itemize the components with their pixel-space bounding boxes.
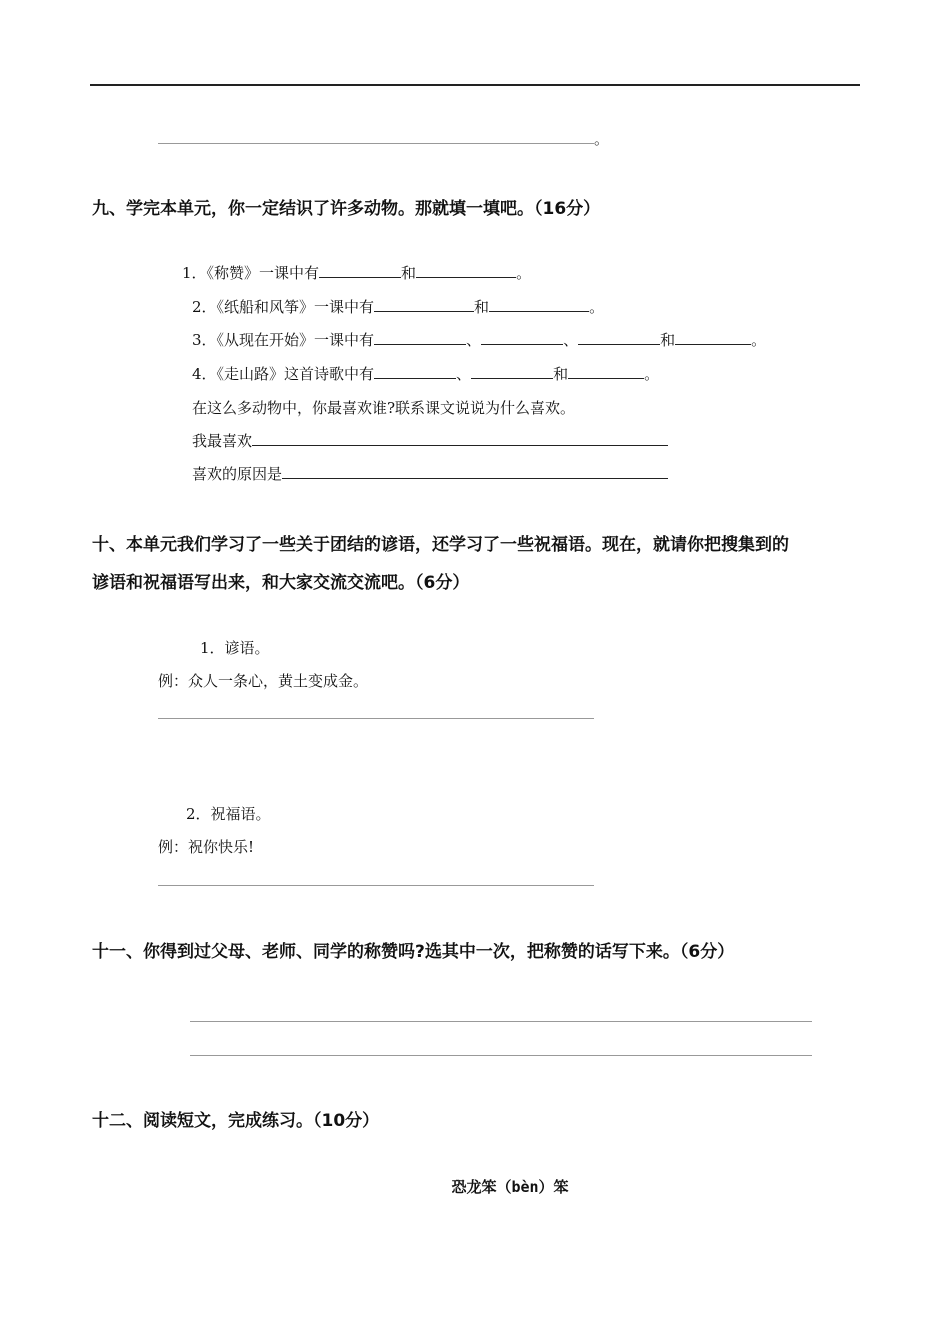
q9-item-3-blank-c[interactable] <box>578 330 660 345</box>
q10-part-1-answer-line[interactable] <box>158 718 594 719</box>
q9-item-1-end: 。 <box>516 264 532 282</box>
q9-item-1-and: 和 <box>401 264 417 282</box>
q9-item-3-blank-d[interactable] <box>675 330 751 345</box>
q9-favorite-label: 我最喜欢 <box>192 432 253 450</box>
q10-part-2-example: 例：祝你快乐! <box>158 838 255 856</box>
q10-heading-line-1: 十、本单元我们学习了一些关于团结的谚语，还学习了一些祝福语。现在，就请你把搜集到的 <box>92 535 789 555</box>
q9-item-3-and: 和 <box>660 331 676 349</box>
q9-item-1-blank-b[interactable] <box>416 263 516 278</box>
q9-item-3-end: 。 <box>751 331 767 349</box>
q9-item-4-prefix: 4．《走山路》这首诗歌中有 <box>192 365 375 383</box>
q9-item-3 <box>192 329 766 350</box>
q9-item-2-blank-a[interactable] <box>374 297 474 312</box>
q11-heading: 十一、你得到过父母、老师、同学的称赞吗?选其中一次，把称赞的话写下来。（6分） <box>92 942 735 962</box>
q9-item-2-end: 。 <box>589 298 605 316</box>
q9-item-2-and: 和 <box>474 298 490 316</box>
q10-part-1-example: 例：众人一条心，黄土变成金。 <box>158 672 369 690</box>
q9-item-1-blank-a[interactable] <box>319 263 401 278</box>
q9-item-4-blank-b[interactable] <box>471 364 553 379</box>
q9-reason-label: 喜欢的原因是 <box>192 465 283 483</box>
q9-item-4-blank-a[interactable] <box>374 364 456 379</box>
q9-item-1-prefix: 1．《称赞》一课中有 <box>182 264 320 282</box>
line-end-mark: 。 <box>594 130 610 148</box>
header-rule <box>90 84 860 86</box>
q9-item-3-blank-a[interactable] <box>374 330 466 345</box>
q9-item-4-sep: 、 <box>456 365 472 383</box>
q9-item-2-blank-b[interactable] <box>489 297 589 312</box>
q9-item-3-prefix: 3．《从现在开始》一课中有 <box>192 331 375 349</box>
passage-title: 恐龙笨（bèn）笨 <box>451 1178 569 1196</box>
q9-item-4-and: 和 <box>553 365 569 383</box>
q9-item-3-blank-b[interactable] <box>481 330 563 345</box>
q9-item-4-blank-c[interactable] <box>568 364 644 379</box>
q9-item-1 <box>182 262 531 283</box>
q9-item-2-prefix: 2．《纸船和风筝》一课中有 <box>192 298 375 316</box>
q12-heading: 十二、阅读短文，完成练习。（10分） <box>92 1111 380 1131</box>
q11-answer-line-1[interactable] <box>190 1021 812 1022</box>
q10-heading-line-2: 谚语和祝福语写出来，和大家交流交流吧。（6分） <box>92 573 470 593</box>
q10-part-2-label: 2．祝福语。 <box>186 805 271 823</box>
q9-favorite-blank[interactable] <box>252 431 668 446</box>
q9-item-4-end: 。 <box>644 365 660 383</box>
q9-item-3-sep-1: 、 <box>466 331 482 349</box>
q9-question: 在这么多动物中，你最喜欢谁?联系课文说说为什么喜欢。 <box>192 399 576 417</box>
q9-heading: 九、学完本单元，你一定结识了许多动物。那就填一填吧。（16分） <box>92 199 601 219</box>
q9-item-2 <box>192 296 604 317</box>
q9-favorite <box>192 430 668 451</box>
q9-reason-blank[interactable] <box>282 464 668 479</box>
q9-item-3-sep-2: 、 <box>563 331 579 349</box>
q10-part-2-answer-line[interactable] <box>158 885 594 886</box>
answer-line[interactable] <box>158 143 594 144</box>
q10-part-1-label: 1．谚语。 <box>200 639 270 657</box>
q9-item-4 <box>192 363 659 384</box>
q11-answer-line-2[interactable] <box>190 1055 812 1056</box>
q9-reason <box>192 463 668 484</box>
